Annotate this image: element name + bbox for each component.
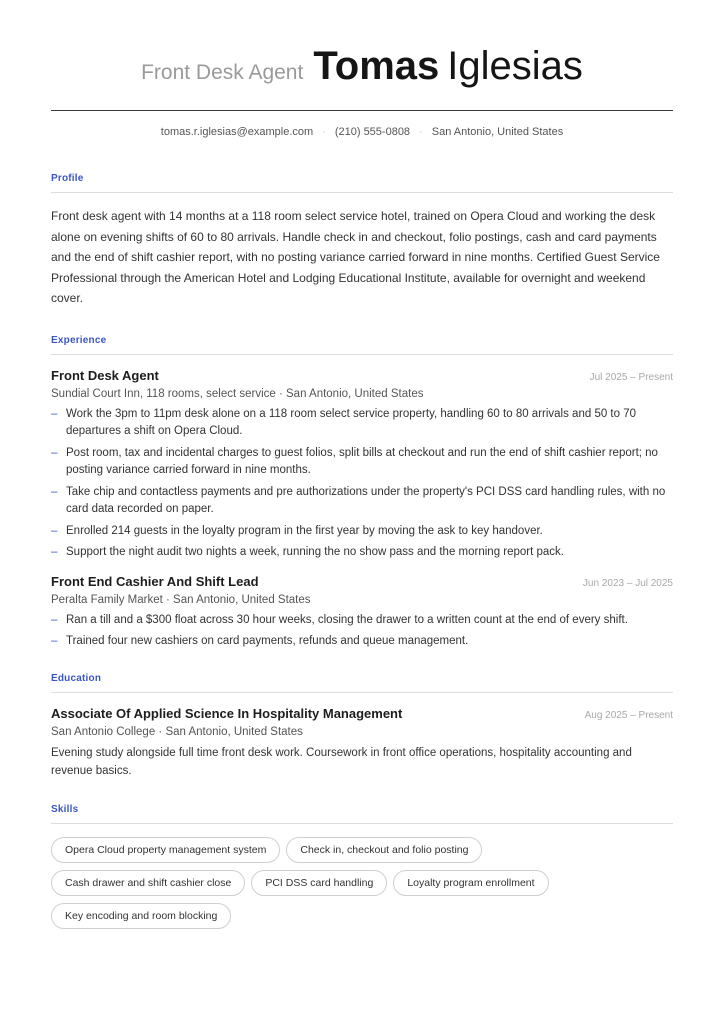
bullet-text: Post room, tax and incidental charges to guest folios, split bills at checkout and run the end of shift cashier report; no posting variance carried forward in nine months. bbox=[66, 446, 658, 477]
job-dates: Jul 2025 – Present bbox=[589, 371, 673, 383]
skill-chip: Cash drawer and shift cashier close bbox=[51, 870, 245, 896]
section-title-education: Education bbox=[51, 672, 102, 684]
job-employer: Sundial Court Inn, 118 rooms, select service · San Antonio, United States bbox=[51, 387, 424, 400]
bullet-item bbox=[51, 484, 673, 519]
dash-icon: – bbox=[51, 613, 58, 626]
bullet-text: Work the 3pm to 11pm desk alone on a 118 room select service property, handling 60 to 80 arrivals and 50 to 70 departures a shift on Opera Cloud. bbox=[66, 407, 637, 438]
bullet-text: Trained four new cashiers on card payments, refunds and queue management. bbox=[66, 635, 469, 648]
job-header bbox=[51, 368, 673, 383]
section-title-experience: Experience bbox=[51, 334, 107, 346]
education-section bbox=[51, 673, 673, 780]
job-bullets bbox=[51, 612, 673, 651]
education-description: Evening study alongside full time front desk work. Coursework in front office operations, hospitality accounting and revenue basics. bbox=[51, 746, 632, 777]
bullet-text: Take chip and contactless payments and pre authorizations under the property's PCI DSS card handling rules, with no card data recorded on paper. bbox=[66, 485, 666, 516]
degree-title: Associate Of Applied Science In Hospitality Management bbox=[51, 705, 403, 721]
contact-line bbox=[51, 111, 673, 144]
contact-location: San Antonio, United States bbox=[431, 126, 564, 138]
job-dates: Jun 2023 – Jul 2025 bbox=[582, 577, 673, 589]
bullet-item bbox=[51, 406, 673, 441]
experience-section bbox=[51, 335, 673, 651]
dash-icon: – bbox=[51, 524, 58, 537]
profile-section bbox=[51, 173, 673, 309]
last-name: Iglesias bbox=[447, 44, 583, 88]
bullet-item bbox=[51, 445, 673, 480]
section-divider bbox=[51, 354, 673, 355]
job-entry bbox=[51, 574, 673, 651]
contact-separator: · bbox=[419, 126, 423, 138]
education-dates: Aug 2025 – Present bbox=[584, 709, 673, 721]
dash-icon: – bbox=[51, 407, 58, 420]
job-header bbox=[51, 574, 673, 589]
bullet-text: Enrolled 214 guests in the loyalty program in the first year by moving the ask to key handover. bbox=[66, 524, 543, 537]
section-divider bbox=[51, 692, 673, 693]
first-name: Tomas bbox=[313, 44, 440, 88]
contact-separator: · bbox=[322, 126, 326, 138]
bullet-text: Ran a till and a $300 float across 30 hour weeks, closing the drawer to a written count at the end of every shift. bbox=[66, 613, 628, 626]
bullet-item bbox=[51, 612, 673, 630]
education-entry bbox=[51, 706, 673, 780]
contact-email[interactable]: tomas.r.iglesias@example.com bbox=[160, 126, 314, 138]
section-title-skills: Skills bbox=[51, 803, 79, 815]
dash-icon: – bbox=[51, 635, 58, 648]
job-role: Front Desk Agent bbox=[141, 61, 304, 84]
bullet-item bbox=[51, 523, 673, 541]
contact-phone[interactable]: (210) 555-0808 bbox=[334, 126, 411, 138]
section-title-profile: Profile bbox=[51, 173, 84, 184]
section-divider bbox=[51, 192, 673, 193]
skill-chip: Key encoding and room blocking bbox=[51, 903, 231, 929]
dash-icon: – bbox=[51, 446, 58, 459]
bullet-item bbox=[51, 544, 673, 562]
job-employer: Peralta Family Market · San Antonio, United States bbox=[51, 593, 311, 606]
skills-section bbox=[51, 804, 673, 929]
school-name: San Antonio College · San Antonio, United States bbox=[51, 725, 303, 738]
skill-chips bbox=[51, 837, 611, 929]
education-header bbox=[51, 706, 673, 721]
job-title: Front Desk Agent bbox=[51, 367, 159, 383]
skill-chip: Loyalty program enrollment bbox=[393, 870, 548, 896]
bullet-item bbox=[51, 633, 673, 651]
skill-chip: PCI DSS card handling bbox=[251, 870, 387, 896]
skill-chip: Check in, checkout and folio posting bbox=[286, 837, 482, 863]
dash-icon: – bbox=[51, 485, 58, 498]
dash-icon: – bbox=[51, 546, 58, 559]
job-bullets bbox=[51, 406, 673, 562]
job-entry bbox=[51, 368, 673, 562]
section-divider bbox=[51, 823, 673, 824]
resume-header bbox=[51, 0, 673, 110]
profile-summary: Front desk agent with 14 months at a 118 room select service hotel, trained on Opera Cloud and working the desk alone on evening shifts of 60 to 80 arrivals. Handle check in and checkout, folio postings, cash and card payments and the end of shift cashier report, with no posting variance carried forward in nine months. Certified Guest Service Professional through the American Hotel and Lodging Educational Institute, available for overnight and weekend cover. bbox=[51, 209, 660, 306]
bullet-text: Support the night audit two nights a week, running the no show pass and the morning report pack. bbox=[66, 546, 565, 559]
job-title: Front End Cashier And Shift Lead bbox=[51, 573, 259, 589]
skill-chip: Opera Cloud property management system bbox=[51, 837, 280, 863]
